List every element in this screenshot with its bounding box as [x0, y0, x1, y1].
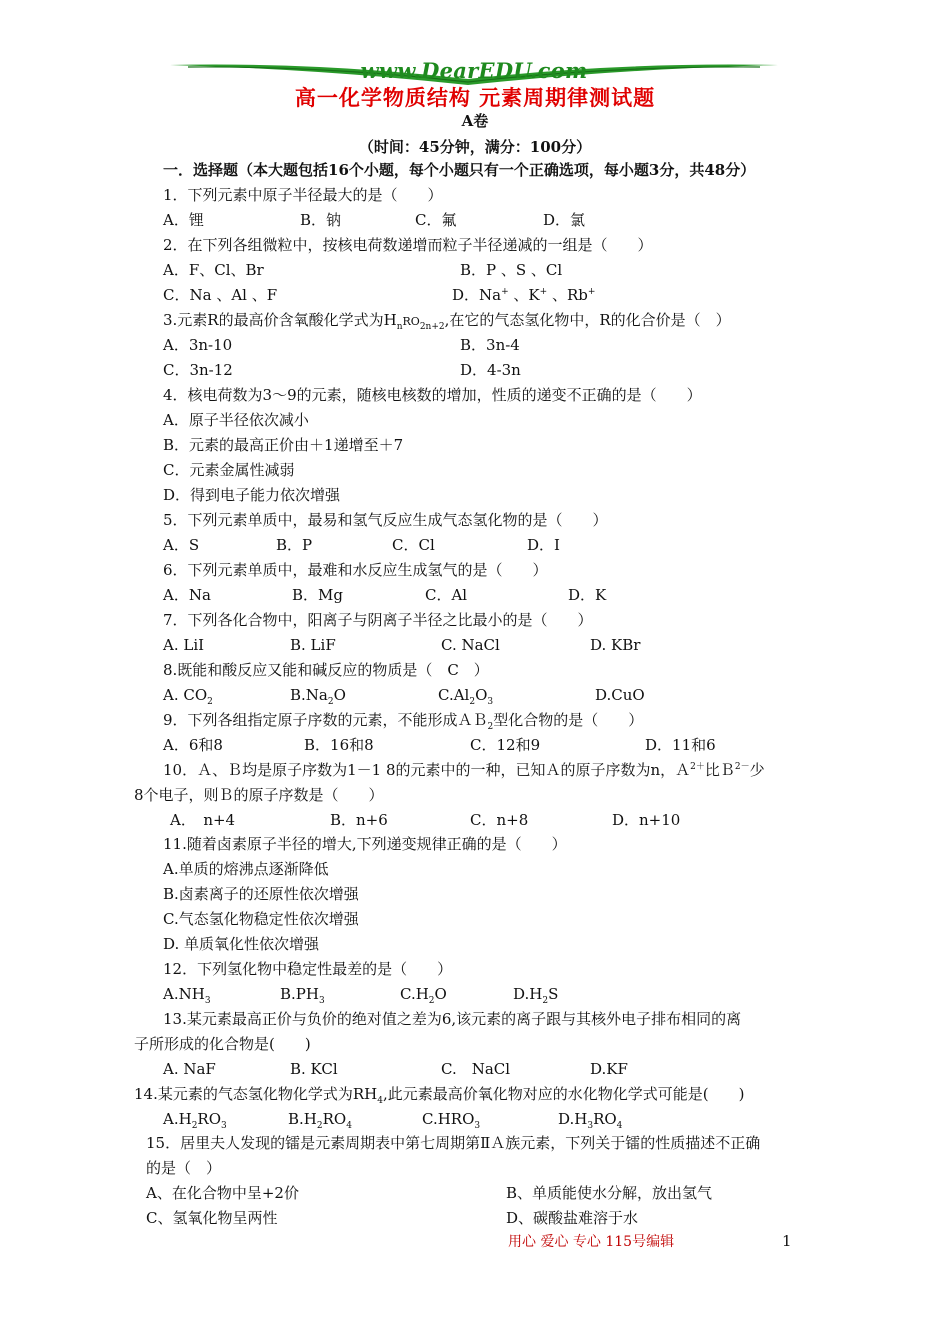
q10-option-c: C．n+8 [470, 811, 529, 829]
q7-option-c: C. NaCl [441, 636, 500, 654]
q8-option-d: D.CuO [595, 686, 645, 704]
q1-option-c: C．氟 [415, 211, 457, 229]
q10-option-d: D．n+10 [612, 811, 681, 829]
q15-option-a: A、在化合物中呈+2价 [146, 1184, 299, 1202]
question-2-stem: 2．在下列各组微粒中，按核电荷数递增而粒子半径递减的一组是（ ） [163, 236, 653, 254]
q11-option-d: D. 单质氧化性依次增强 [163, 935, 320, 953]
question-5-stem: 5．下列元素单质中，最易和氢气反应生成气态氢化物的是（ ） [163, 511, 608, 529]
q12-option-b: $B.PH_3$ [280, 985, 325, 1006]
q9-option-a: A．6和8 [163, 736, 223, 754]
q3-option-d: D．4-3n [460, 361, 521, 379]
q4-option-a: A．原子半径依次减小 [163, 411, 309, 429]
q6-option-b: B．Mg [292, 586, 343, 604]
question-1-stem: 1．下列元素中原子半径最大的是（ ） [163, 186, 443, 204]
q7-option-d: D. KBr [590, 636, 641, 654]
q4-option-c: C．元素金属性减弱 [163, 461, 295, 479]
q7-option-a: A. LiI [163, 636, 205, 654]
page-title: 高一化学物质结构 元素周期律测试题 [294, 85, 656, 110]
footer-slogan: 用心 爱心 专心 115号编辑 [508, 1234, 675, 1250]
time-score: （时间：45分钟，满分：100分） [358, 138, 592, 156]
q7-option-b: B. LiF [290, 636, 336, 654]
q3-option-a: A．3n-10 [163, 336, 233, 354]
q6-option-c: C．Al [425, 586, 468, 604]
q12-option-a: $A.NH_3$ [163, 985, 211, 1006]
q12-option-c: $C.H_2O$ [400, 985, 447, 1006]
q13-option-a: A. NaF [163, 1060, 216, 1078]
q15-option-c: C、氢氧化物呈两性 [146, 1209, 278, 1227]
q5-option-c: C．Cl [392, 536, 435, 554]
question-10-stem: 10．Ａ、Ｂ均是原子序数为1－1 8的元素中的一种，已知Ａ的原子序数为n，Ａ$^{2+}$比Ｂ$^{2-}$少 [163, 761, 765, 779]
question-8-stem: 8.既能和酸反应又能和碱反应的物质是（ C ） [163, 661, 489, 679]
q2-option-b: B．P 、S 、Cl [460, 261, 563, 279]
q5-option-b: B．P [276, 536, 313, 554]
q4-option-b: B．元素的最高正价由＋1递增至＋7 [163, 436, 404, 454]
q14-option-a: $A.H_2RO_3$ [163, 1110, 227, 1131]
question-11-stem: 11.随着卤素原子半径的增大,下列递变规律正确的是（ ） [163, 835, 567, 853]
question-12-stem: 12．下列氢化物中稳定性最差的是（ ） [163, 960, 453, 978]
q12-option-d: $D.H_2S$ [513, 985, 559, 1006]
q8-option-b: $B.Na_2O$ [290, 686, 346, 707]
question-13-stem-cont: 子所形成的化合物是( ) [134, 1035, 311, 1053]
q1-option-a: A．锂 [163, 211, 204, 229]
question-3-stem: 3.元素R的最高价含氧酸化学式为$H_nRO_{2n+2}$,在它的气态氢化物中，R的化合价是（ ） [163, 311, 731, 332]
question-10-stem-cont: 8个电子，则Ｂ的原子序数是（ ） [134, 786, 384, 804]
question-15-stem-cont: 的是（ ） [146, 1159, 222, 1177]
q13-option-c: C. NaCl [441, 1060, 511, 1078]
q6-option-a: A．Na [163, 586, 211, 604]
q5-option-d: D．I [527, 536, 560, 554]
volume-label: A卷 [461, 112, 489, 130]
q1-option-d: D．氯 [543, 211, 586, 229]
question-13-stem: 13.某元素最高正价与负价的绝对值之差为6,该元素的离子跟与其核外电子排布相同的离 [163, 1010, 742, 1028]
q8-option-a: A. $CO_2$ [163, 686, 213, 707]
q5-option-a: A．S [163, 536, 200, 554]
question-15-stem: 15．居里夫人发现的镭是元素周期表中第七周期第ⅡＡ族元素，下列关于镭的性质描述不正确 [146, 1134, 761, 1152]
question-9-stem: 9．下列各组指定原子序数的元素，不能形成ＡＢ$_2$型化合物的是（ ） [163, 711, 644, 732]
q8-option-c: $C.Al_2O_3$ [438, 686, 494, 707]
page-number: 1 [782, 1232, 792, 1250]
q14-option-c: $C.HRO_3$ [422, 1110, 481, 1131]
q4-option-d: D．得到电子能力依次增强 [163, 486, 341, 504]
section-heading: 一．选择题（本大题包括16个小题，每个小题只有一个正确选项，每小题3分，共48分） [163, 161, 756, 179]
q15-option-d: D、碳酸盐难溶于水 [506, 1209, 639, 1227]
q14-option-d: $D.H_3RO_4$ [558, 1110, 623, 1131]
q11-option-a: A.单质的熔沸点逐渐降低 [163, 860, 329, 878]
q13-option-d: D.KF [590, 1060, 628, 1078]
q15-option-b: B、单质能使水分解，放出氢气 [506, 1184, 713, 1202]
question-4-stem: 4．核电荷数为3～9的元素，随核电核数的增加，性质的递变不正确的是（ ） [163, 386, 702, 404]
q2-option-a: A．F、Cl、Br [163, 261, 264, 279]
q9-option-b: B．16和8 [304, 736, 374, 754]
site-brand[interactable]: www.DearEDU.com [360, 58, 588, 83]
q9-option-d: D．11和6 [645, 736, 716, 754]
q1-option-b: B．钠 [300, 211, 342, 229]
q10-option-b: B．n+6 [330, 811, 388, 829]
question-14-stem: 14.某元素的气态氢化物化学式为$RH_4$,此元素最高价氧化物对应的水化物化学式可能是( ) [134, 1085, 745, 1106]
q10-option-a: A． n+4 [170, 811, 236, 829]
q14-option-b: $B.H_2RO_4$ [288, 1110, 352, 1131]
q13-option-b: B. KCl [290, 1060, 338, 1078]
q11-option-c: C.气态氢化物稳定性依次增强 [163, 910, 359, 928]
q9-option-c: C．12和9 [470, 736, 541, 754]
q3-option-c: C．3n-12 [163, 361, 233, 379]
q11-option-b: B.卤素离子的还原性依次增强 [163, 885, 359, 903]
q2-option-c: C．Na 、Al 、F [163, 286, 278, 304]
q6-option-d: D．K [568, 586, 607, 604]
q2-option-d: D．Na+ 、K+ 、Rb+ [452, 286, 596, 304]
question-6-stem: 6．下列元素单质中，最难和水反应生成氢气的是（ ） [163, 561, 548, 579]
question-7-stem: 7．下列各化合物中，阳离子与阴离子半径之比最小的是（ ） [163, 611, 593, 629]
q3-option-b: B．3n-4 [460, 336, 520, 354]
